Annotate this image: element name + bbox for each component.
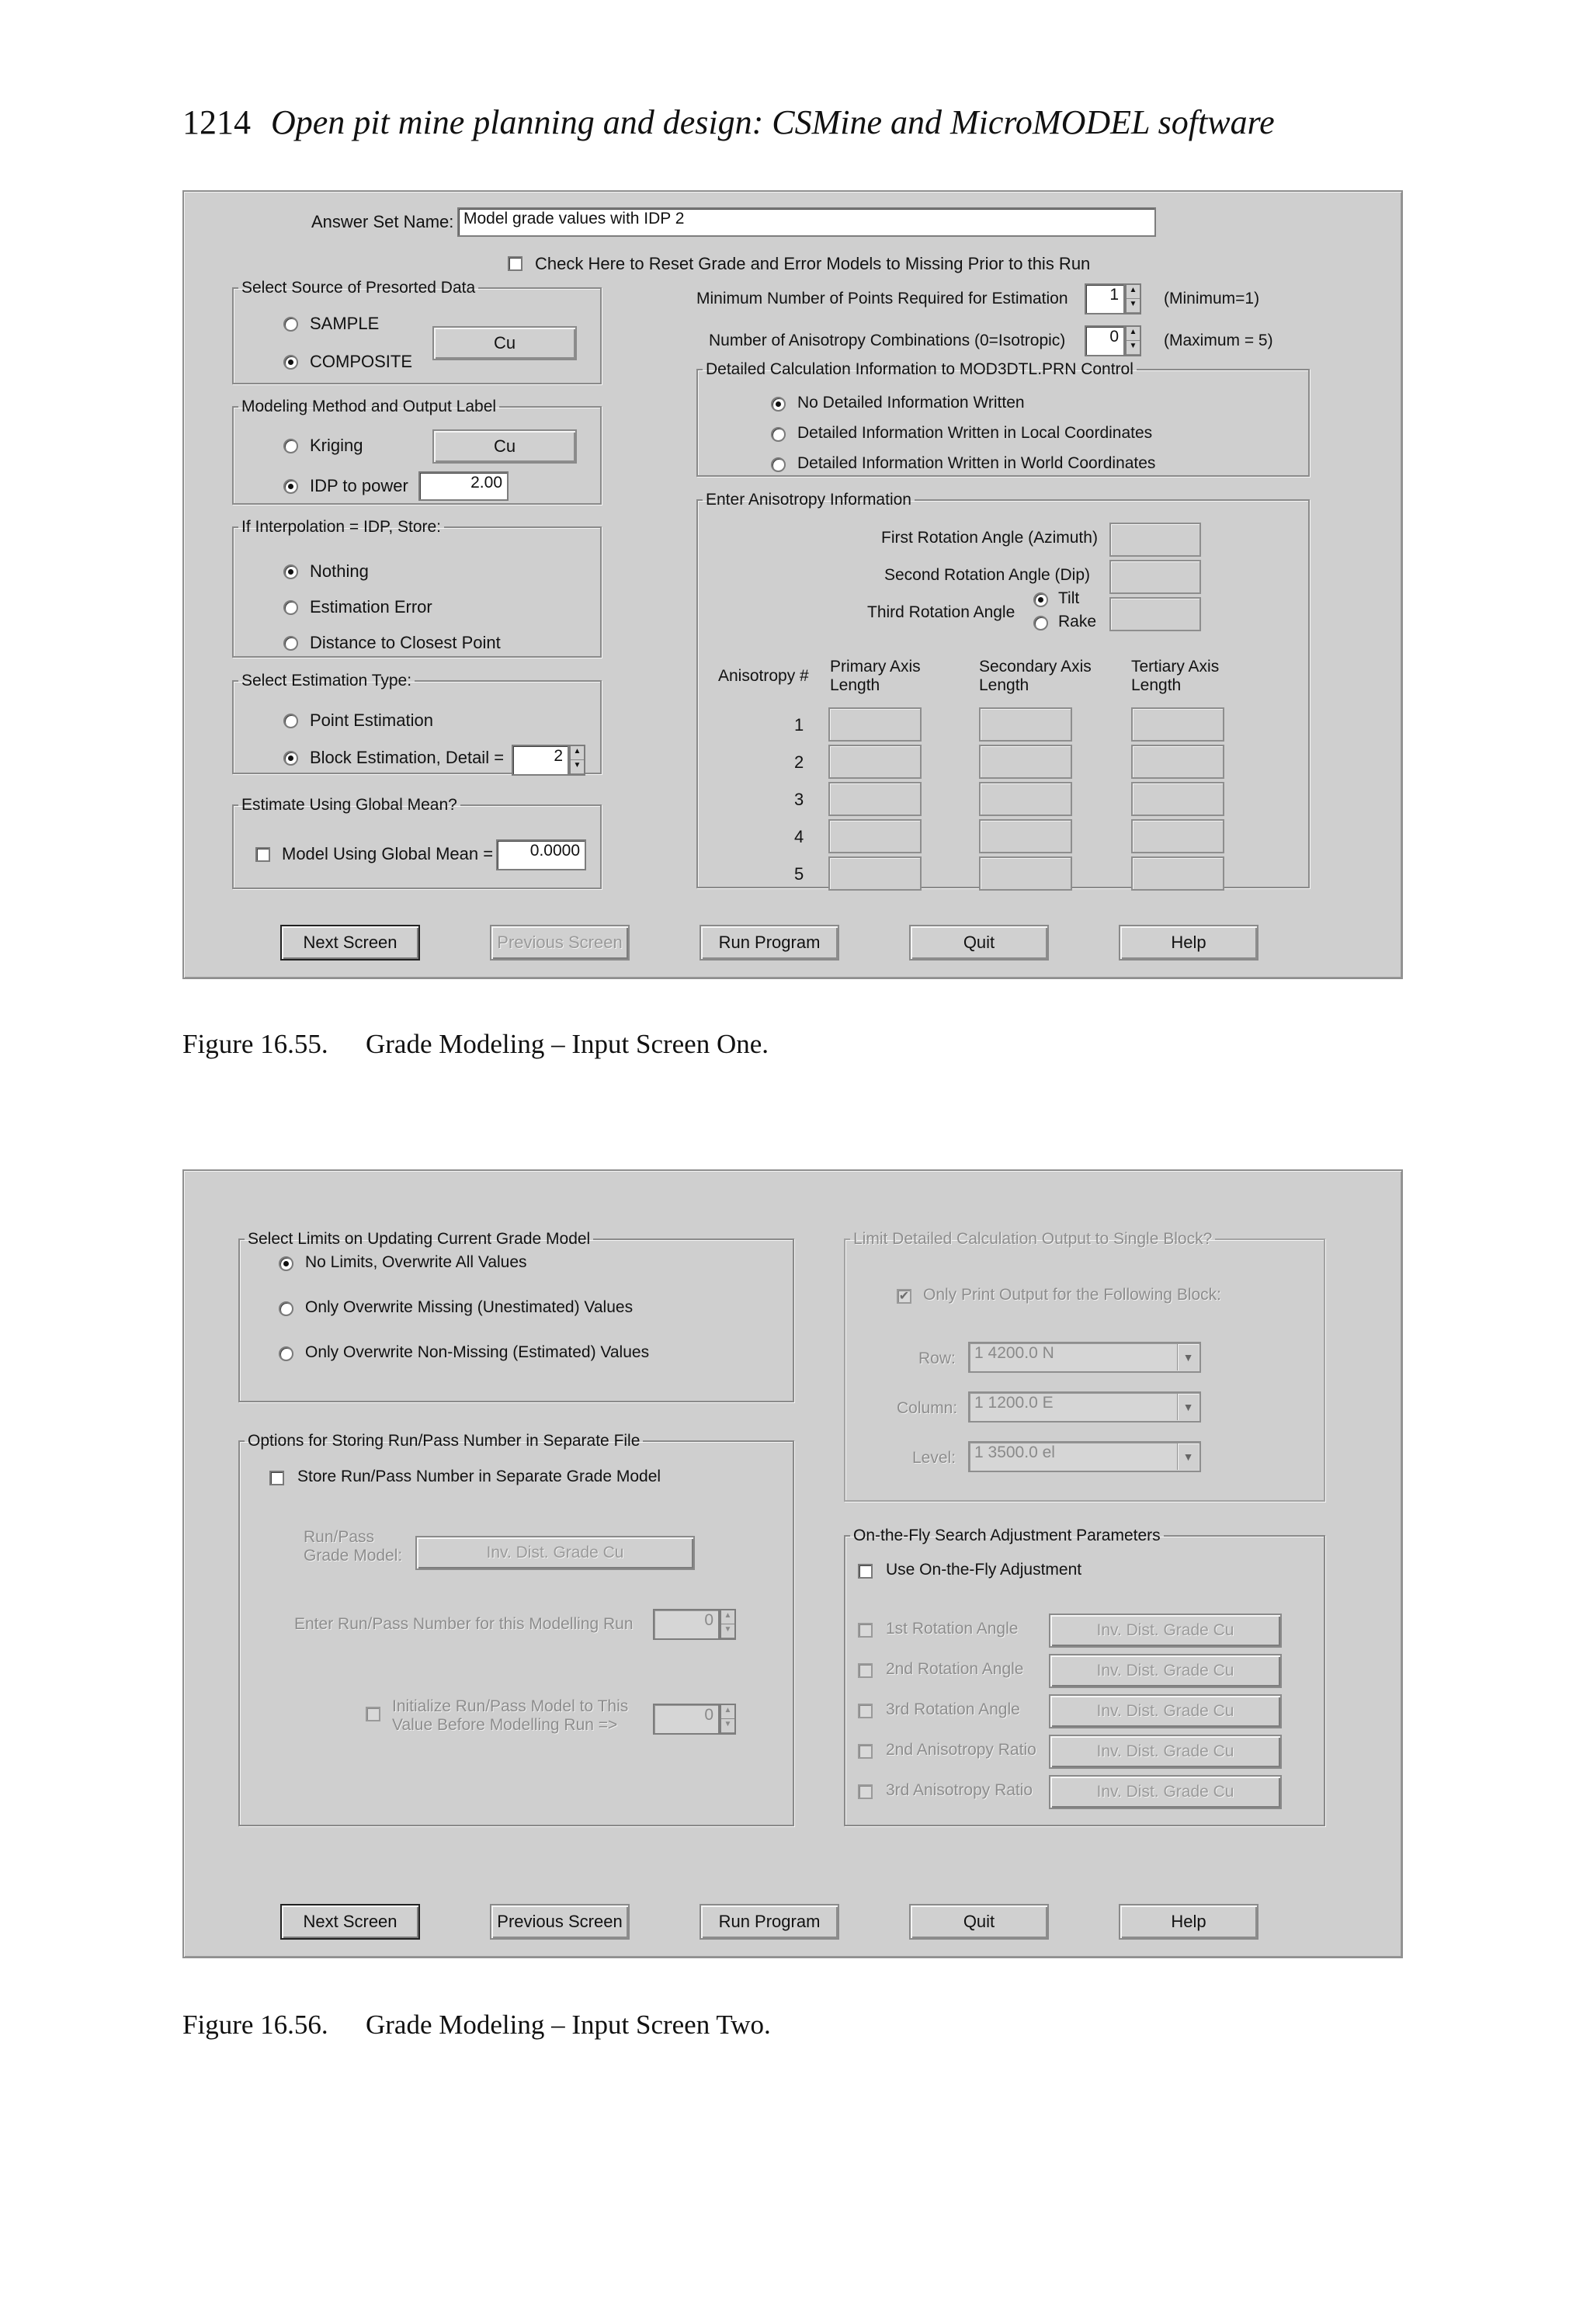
run-program-button[interactable]: Run Program — [700, 1904, 839, 1940]
spin-down-icon[interactable]: ▼ — [1127, 341, 1140, 355]
block-estimation-radio[interactable] — [283, 751, 298, 766]
anisotropy-combos-spinner[interactable] — [1125, 325, 1141, 356]
runpass-label-line1: Run/Pass — [304, 1528, 375, 1546]
world-detail-radio[interactable] — [771, 457, 786, 472]
detailed-calc-legend: Detailed Calculation Information to MOD3DTL.PRN Control — [706, 360, 1133, 378]
primary-axis-input[interactable] — [828, 745, 922, 779]
answer-set-label: Answer Set Name: — [311, 212, 454, 231]
only-print-checkbox[interactable]: ✔ — [897, 1289, 911, 1304]
primary-axis-input[interactable] — [828, 782, 922, 816]
store-distance-radio[interactable] — [283, 636, 298, 651]
block-detail-input[interactable]: 2 — [512, 745, 569, 776]
spin-down-icon[interactable]: ▼ — [1127, 299, 1140, 313]
chevron-down-icon[interactable]: ▼ — [1177, 1394, 1199, 1420]
min-points-input[interactable]: 1 — [1085, 283, 1125, 314]
runpass-label-line2: Grade Model: — [304, 1547, 403, 1565]
chevron-down-icon[interactable]: ▼ — [1177, 1443, 1199, 1470]
init-runpass-input[interactable]: 0 — [653, 1704, 720, 1735]
presorted-element-button[interactable]: Cu — [432, 326, 577, 360]
output-label-button[interactable]: Cu — [432, 429, 577, 464]
no-detail-radio[interactable] — [771, 397, 786, 412]
help-button[interactable]: Help — [1119, 1904, 1258, 1940]
store-nothing-radio[interactable] — [283, 564, 298, 579]
figure-text: Grade Modeling – Input Screen One. — [366, 1029, 769, 1059]
kriging-radio[interactable] — [283, 439, 298, 453]
spin-down-icon[interactable]: ▼ — [721, 1624, 734, 1638]
book-subtitle: : CSMine and MicroMODEL software — [752, 103, 1275, 141]
tertiary-axis-input[interactable] — [1131, 819, 1224, 853]
param-checkbox[interactable] — [858, 1784, 873, 1799]
primary-axis-input[interactable] — [828, 819, 922, 853]
figure-number: Figure 16.56. — [182, 2010, 328, 2040]
idp-radio[interactable] — [283, 479, 298, 494]
spin-up-icon[interactable]: ▲ — [721, 1610, 734, 1624]
level-label: Level: — [912, 1449, 956, 1467]
local-detail-radio[interactable] — [771, 427, 786, 442]
tilt-label: Tilt — [1058, 589, 1080, 607]
anisotropy-row-number: 1 — [794, 715, 804, 735]
secondary-axis-input[interactable] — [979, 819, 1072, 853]
third-angle-label: Third Rotation Angle — [867, 603, 1015, 621]
anisotropy-combos-label: Number of Anisotropy Combinations (0=Isotropic) — [709, 332, 1066, 349]
only-print-label: Only Print Output for the Following Block: — [923, 1286, 1221, 1304]
min-points-label: Minimum Number of Points Required for Estimation — [696, 290, 1068, 307]
on-the-fly-legend: On-the-Fly Search Adjustment Parameters — [853, 1527, 1161, 1544]
previous-screen-button[interactable]: Previous Screen — [490, 1904, 630, 1940]
store-distance-label: Distance to Closest Point — [310, 633, 501, 652]
secondary-axis-input[interactable] — [979, 856, 1072, 891]
run-program-button[interactable]: Run Program — [700, 925, 839, 961]
param-model-button[interactable]: Inv. Dist. Grade Cu — [1049, 1614, 1282, 1648]
level-select-value: 1 3500.0 el — [974, 1443, 1055, 1461]
enter-runpass-input[interactable]: 0 — [653, 1609, 720, 1640]
world-detail-label: Detailed Information Written in World Coordinates — [797, 454, 1156, 472]
input-screen-two — [182, 1169, 1403, 1958]
modeling-method-legend: Modeling Method and Output Label — [241, 398, 497, 415]
param-model-button[interactable]: Inv. Dist. Grade Cu — [1049, 1775, 1282, 1809]
overwrite-missing-radio[interactable] — [279, 1301, 293, 1316]
enter-runpass-label: Enter Run/Pass Number for this Modelling Run — [294, 1615, 634, 1633]
anisotropy-row-number: 5 — [794, 864, 804, 884]
first-angle-input[interactable] — [1109, 523, 1201, 557]
use-on-the-fly-label: Use On-the-Fly Adjustment — [886, 1561, 1082, 1579]
param-label: 1st Rotation Angle — [886, 1620, 1019, 1638]
third-angle-input[interactable] — [1109, 597, 1201, 631]
init-runpass-line1: Initialize Run/Pass Model to This — [392, 1697, 629, 1715]
secondary-axis-header: Secondary Axis Length — [979, 658, 1092, 694]
primary-axis-input[interactable] — [828, 856, 922, 891]
param-model-button[interactable]: Inv. Dist. Grade Cu — [1049, 1654, 1282, 1688]
runpass-grade-model-button[interactable]: Inv. Dist. Grade Cu — [415, 1536, 695, 1570]
next-screen-button[interactable]: Next Screen — [280, 925, 420, 961]
param-model-button[interactable]: Inv. Dist. Grade Cu — [1049, 1735, 1282, 1769]
param-label: 2nd Anisotropy Ratio — [886, 1741, 1036, 1759]
tertiary-axis-header: Tertiary Axis Length — [1131, 658, 1220, 694]
quit-button[interactable]: Quit — [909, 1904, 1049, 1940]
param-checkbox[interactable] — [858, 1744, 873, 1759]
block-estimation-label: Block Estimation, Detail = — [310, 748, 505, 767]
store-runpass-checkbox[interactable] — [269, 1471, 284, 1485]
figure-caption-one — [182, 1029, 769, 1060]
second-angle-label: Second Rotation Angle (Dip) — [884, 566, 1090, 584]
anisotropy-number-header: Anisotropy # — [718, 667, 809, 685]
idp-label: IDP to power — [310, 476, 408, 495]
param-label: 3rd Anisotropy Ratio — [886, 1781, 1033, 1799]
figure-caption-two — [182, 2010, 771, 2041]
anisotropy-combos-note: (Maximum = 5) — [1164, 332, 1273, 349]
answer-set-input[interactable]: Model grade values with IDP 2 — [457, 207, 1156, 237]
sample-radio[interactable] — [283, 317, 298, 332]
param-label: 3rd Rotation Angle — [886, 1700, 1020, 1718]
book-title: Open pit mine planning and design — [271, 103, 752, 141]
reset-models-label: Check Here to Reset Grade and Error Models to Missing Prior to this Run — [535, 254, 1091, 273]
store-error-label: Estimation Error — [310, 597, 432, 617]
composite-radio[interactable] — [283, 355, 298, 370]
no-limits-label: No Limits, Overwrite All Values — [305, 1253, 527, 1271]
figure-number: Figure 16.55. — [182, 1029, 328, 1059]
composite-label: COMPOSITE — [310, 352, 413, 371]
help-button[interactable]: Help — [1119, 925, 1258, 961]
anisotropy-row-number: 3 — [794, 790, 804, 809]
tertiary-axis-input[interactable] — [1131, 856, 1224, 891]
no-detail-label: No Detailed Information Written — [797, 394, 1025, 412]
page-header — [182, 102, 1275, 142]
anisotropy-legend: Enter Anisotropy Information — [706, 491, 911, 509]
param-checkbox[interactable] — [858, 1663, 873, 1678]
param-checkbox[interactable] — [858, 1704, 873, 1718]
use-on-the-fly-checkbox[interactable] — [858, 1564, 873, 1579]
column-select[interactable] — [968, 1391, 1201, 1423]
local-detail-label: Detailed Information Written in Local Coordinates — [797, 424, 1153, 442]
secondary-axis-input[interactable] — [979, 782, 1072, 816]
input-screen-one — [182, 190, 1403, 979]
page-number: 1214 — [182, 103, 251, 141]
storing-legend: Options for Storing Run/Pass Number in Separate File — [248, 1432, 641, 1450]
block-detail-spinner[interactable] — [569, 745, 585, 776]
first-angle-label: First Rotation Angle (Azimuth) — [881, 529, 1098, 547]
init-runpass-spinner[interactable] — [720, 1704, 736, 1735]
figure-text: Grade Modeling – Input Screen Two. — [366, 2010, 771, 2040]
estimation-type-legend: Select Estimation Type: — [241, 672, 412, 690]
global-mean-checkbox[interactable] — [255, 847, 270, 862]
presorted-data-legend: Select Source of Presorted Data — [241, 279, 476, 297]
overwrite-nonmissing-label: Only Overwrite Non-Missing (Estimated) Values — [305, 1343, 650, 1361]
enter-runpass-spinner[interactable] — [720, 1609, 736, 1640]
init-runpass-line2: Value Before Modelling Run => — [392, 1716, 618, 1734]
second-angle-input[interactable] — [1109, 560, 1201, 594]
point-estimation-label: Point Estimation — [310, 710, 433, 730]
tertiary-axis-input[interactable] — [1131, 782, 1224, 816]
spin-down-icon[interactable]: ▼ — [721, 1719, 734, 1733]
param-checkbox[interactable] — [858, 1623, 873, 1638]
tertiary-axis-input[interactable] — [1131, 707, 1224, 742]
store-error-radio[interactable] — [283, 600, 298, 615]
point-estimation-radio[interactable] — [283, 714, 298, 728]
row-label: Row: — [918, 1350, 956, 1367]
tertiary-axis-input[interactable] — [1131, 745, 1224, 779]
primary-axis-input[interactable] — [828, 707, 922, 742]
secondary-axis-input[interactable] — [979, 707, 1072, 742]
global-mean-label: Model Using Global Mean = — [282, 844, 494, 863]
spin-up-icon[interactable]: ▲ — [571, 746, 584, 760]
global-mean-input[interactable]: 0.0000 — [496, 839, 586, 870]
update-limits-legend: Select Limits on Updating Current Grade Model — [248, 1230, 591, 1248]
store-nothing-label: Nothing — [310, 561, 369, 581]
store-legend: If Interpolation = IDP, Store: — [241, 518, 442, 536]
min-points-note: (Minimum=1) — [1164, 290, 1260, 307]
spin-up-icon[interactable]: ▲ — [721, 1705, 734, 1719]
sample-label: SAMPLE — [310, 314, 380, 333]
column-select-value: 1 1200.0 E — [974, 1394, 1054, 1412]
global-mean-legend: Estimate Using Global Mean? — [241, 796, 457, 814]
no-limits-radio[interactable] — [279, 1256, 293, 1271]
primary-axis-header: Primary Axis Length — [830, 658, 921, 694]
previous-screen-button[interactable]: Previous Screen — [490, 925, 630, 961]
store-runpass-label: Store Run/Pass Number in Separate Grade Model — [297, 1468, 661, 1485]
spin-down-icon[interactable]: ▼ — [571, 760, 584, 774]
anisotropy-row-number: 4 — [794, 827, 804, 846]
limit-detail-legend: Limit Detailed Calculation Output to Single Block? — [853, 1230, 1213, 1248]
row-select-value: 1 4200.0 N — [974, 1344, 1054, 1362]
level-select[interactable] — [968, 1441, 1201, 1472]
overwrite-nonmissing-radio[interactable] — [279, 1346, 293, 1361]
column-label: Column: — [897, 1399, 958, 1417]
param-label: 2nd Rotation Angle — [886, 1660, 1024, 1678]
idp-power-input[interactable]: 2.00 — [418, 471, 509, 501]
rake-label: Rake — [1058, 613, 1097, 631]
spin-up-icon[interactable]: ▲ — [1127, 285, 1140, 299]
overwrite-missing-label: Only Overwrite Missing (Unestimated) Values — [305, 1298, 634, 1316]
chevron-down-icon[interactable]: ▼ — [1177, 1344, 1199, 1370]
init-runpass-checkbox[interactable] — [366, 1707, 380, 1721]
min-points-spinner[interactable] — [1125, 283, 1141, 314]
quit-button[interactable]: Quit — [909, 925, 1049, 961]
anisotropy-combos-input[interactable]: 0 — [1085, 325, 1125, 356]
rake-radio[interactable] — [1033, 616, 1048, 631]
next-screen-button[interactable]: Next Screen — [280, 1904, 420, 1940]
spin-up-icon[interactable]: ▲ — [1127, 327, 1140, 341]
secondary-axis-input[interactable] — [979, 745, 1072, 779]
anisotropy-row-number: 2 — [794, 752, 804, 772]
reset-models-checkbox[interactable] — [508, 256, 522, 271]
kriging-label: Kriging — [310, 436, 363, 455]
param-model-button[interactable]: Inv. Dist. Grade Cu — [1049, 1694, 1282, 1728]
row-select[interactable] — [968, 1342, 1201, 1373]
tilt-radio[interactable] — [1033, 592, 1048, 607]
